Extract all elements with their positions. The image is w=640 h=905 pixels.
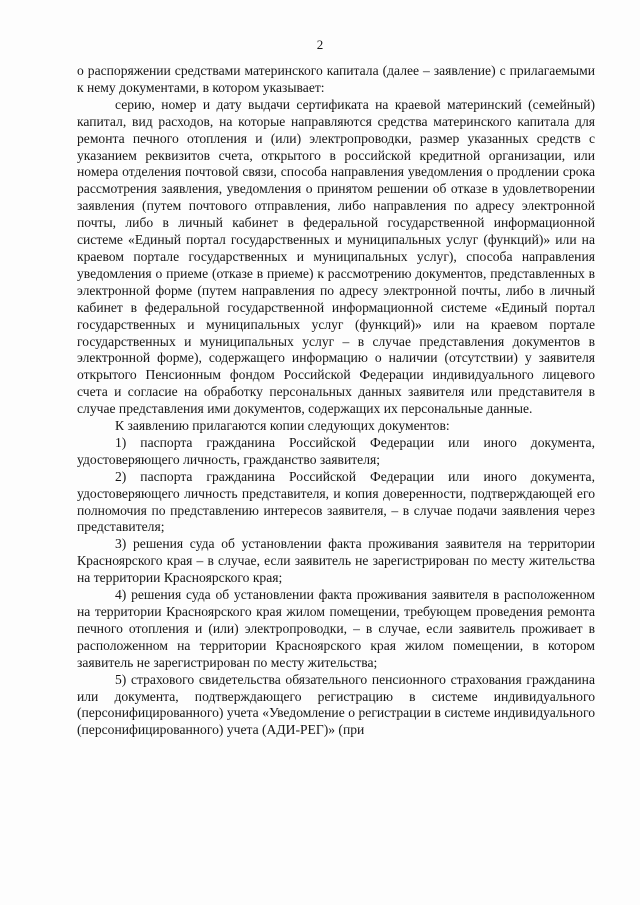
list-item-3: 3) решения суда об установлении факта проживания заявителя на территории Красноярского края – в случае, если заявитель не зарегистрирован по месту жительства на территории Красноярского края; — [77, 536, 595, 586]
document-body — [77, 63, 595, 739]
paragraph-intro: о распоряжении средствами материнского капитала (далее – заявление) с прилагаемыми к нему документами, в котором указывает: — [77, 63, 595, 95]
paragraph-attachments-heading: К заявлению прилагаются копии следующих документов: — [115, 418, 450, 434]
page-number: 2 — [316, 37, 324, 52]
list-item-2: 2) паспорта гражданина Российской Федерации или иного документа, удостоверяющего личность представителя, и копия доверенности, подтверждающей его полномочия по представлению интересов заявителя, – в случае подачи заявления через представителя; — [77, 468, 595, 535]
paragraph-application-contents: серию, номер и дату выдачи сертификата на краевой материнский (семейный) капитал, вид расходов, на которые направляются средства материнского капитала для ремонта печного отопления и (или) электропроводки, размер указанных средств с указанием реквизитов счета, открытого в российской кредитной организации, или номера отделения почтовой связи, способа направления уведомления о продлении срока рассмотрения заявления, уведомления о принятом решении об отказе в удовлетворении заявления (путем почтового отправления, либо направления по адресу электронной почты, либо в личный кабинет в федеральной государственной информационной системе «Единый портал государственных и муниципальных услуг (функций)» или на краевом портале государственных и муниципальных услуг), способа направления уведомления о приеме (отказе в приеме) к рассмотрению документов, представленных в электронной форме (путем направления по адресу электронной почты, либо в личный кабинет в федеральной государственной информационной системе «Единый портал государственных и муниципальных услуг (функций)» или на краевом портале государственных и муниципальных услуг – в случае представления документов в электронной форме), содержащего информацию о наличии (отсутствии) у заявителя открытого Пенсионным фондом Российской Федерации индивидуального лицевого счета и согласие на обработку персональных данных заявителя или представителя в случае представления ими документов, содержащих их персональные данные. — [77, 96, 595, 417]
list-item-5: 5) страхового свидетельства обязательного пенсионного страхования гражданина или документа, подтверждающего регистрацию в системе индивидуального (персонифицированного) учета «Уведомление о регистрации в системе индивидуального (персонифицированного) учета (АДИ-РЕГ)» (при — [77, 671, 595, 738]
list-item-4: 4) решения суда об установлении факта проживания заявителя в расположенном на территории Красноярского края жилом помещении, требующем проведения ремонта печного отопления и (или) электропроводки, – в случае, если заявитель проживает в расположенном на территории Красноярского края жилом помещении, в котором заявитель не зарегистрирован по месту жительства; — [77, 587, 595, 670]
list-item-1: 1) паспорта гражданина Российской Федерации или иного документа, удостоверяющего личность, гражданство заявителя; — [77, 434, 595, 467]
